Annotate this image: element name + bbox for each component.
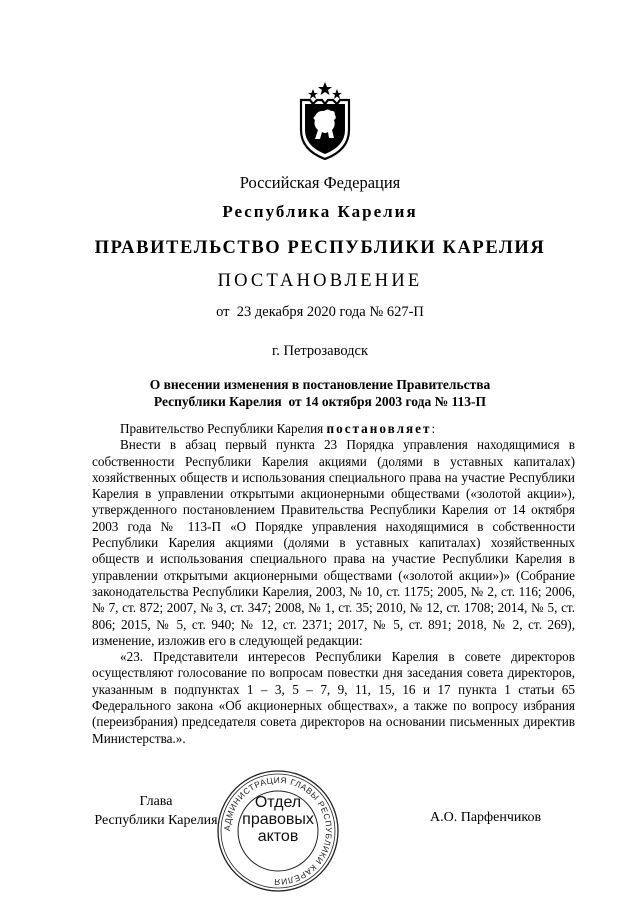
signatory-name: А.О. Парфенчиков (430, 810, 542, 825)
subject-line-1: О внесении изменения в постановление Правительства (149, 377, 491, 392)
stamp-line-3: актов (257, 828, 299, 845)
stamp-ring-text: АДМИНИСТРАЦИЯ ГЛАВЫ РЕСПУБЛИКИ КАРЕЛИЯ (221, 774, 335, 888)
document-city: г. Петрозаводск (271, 343, 369, 359)
stamp-inner-text (216, 794, 340, 845)
stamp-line-1: Отдел (254, 794, 302, 811)
federation-title: Российская Федерация (239, 173, 401, 192)
intro-suffix: : (431, 421, 436, 436)
subject-line-2: Республики Карелия от 14 октября 2003 года № 113-П (153, 394, 487, 409)
document-body (92, 421, 575, 747)
body-paragraph-2: «23. Представители интересов Республики Карелия в совете директоров осуществляют голосование по вопросам повестки дня заседания совета директоров, указанным в подпунктах 1 – 3, 5 – 7, 9, 11, 15, 16 и 17 пункта 1 статьи 65 Федерального закона «Об акционерных обществах», а также по вопросу избрания (переизбрания) председателя совета директоров на основании письменных директив Министерства.». (92, 649, 575, 746)
document-type: ПОСТАНОВЛЕНИЕ (217, 271, 423, 291)
signature-title-line-2: Республики Карелия (94, 813, 218, 828)
republic-title: Республика Карелия (222, 202, 418, 221)
government-title: ПРАВИТЕЛЬСТВО РЕСПУБЛИКИ КАРЕЛИЯ (94, 238, 546, 258)
signature-title-line-1: Глава (139, 794, 173, 809)
body-paragraph-1: Внести в абзац первый пункта 23 Порядка управления находящимися в собственности Республики Карелия акциями (долями в уставных капиталах) хозяйственных обществ и использования специального права на участие Республики Карелия в управлении открытыми акционерными обществами («золотой акции»), утвержденного постановлением Правительства Республики Карелия от 14 октября 2003 года № 113-П «О Порядке управления находящимися в собственности Республики Карелия акциями (долями в уставных капиталах) хозяйственных обществ и использования специального права на участие Республики Карелия в управлении открытыми акционерными обществами («золотой акции»)» (Собрание законодательства Республики Карелия, 2003, № 10, ст. 1175; 2005, № 2, ст. 116; 2006, № 7, ст. 872; 2007, № 3, ст. 347; 2008, № 1, ст. 35; 2010, № 12, ст. 1708; 2014, № 5, ст. 806; 2015, № 5, ст. 940; № 12, ст. 2371; 2017, № 5, ст. 891; 2018, № 2, ст. 269), изменение, изложив его в следующей редакции: (92, 437, 575, 648)
signature-title (91, 792, 221, 830)
document-date-number: от 23 декабря 2020 года № 627-П (216, 304, 424, 320)
intro-prefix: Правительство Республики Карелия (120, 421, 327, 436)
intro-decree-word: постановляет (326, 421, 432, 436)
intro-paragraph (92, 421, 575, 437)
stamp-line-2: правовых (242, 811, 314, 828)
karelia-coat-of-arms-icon (298, 82, 352, 160)
document-subject (0, 376, 640, 410)
